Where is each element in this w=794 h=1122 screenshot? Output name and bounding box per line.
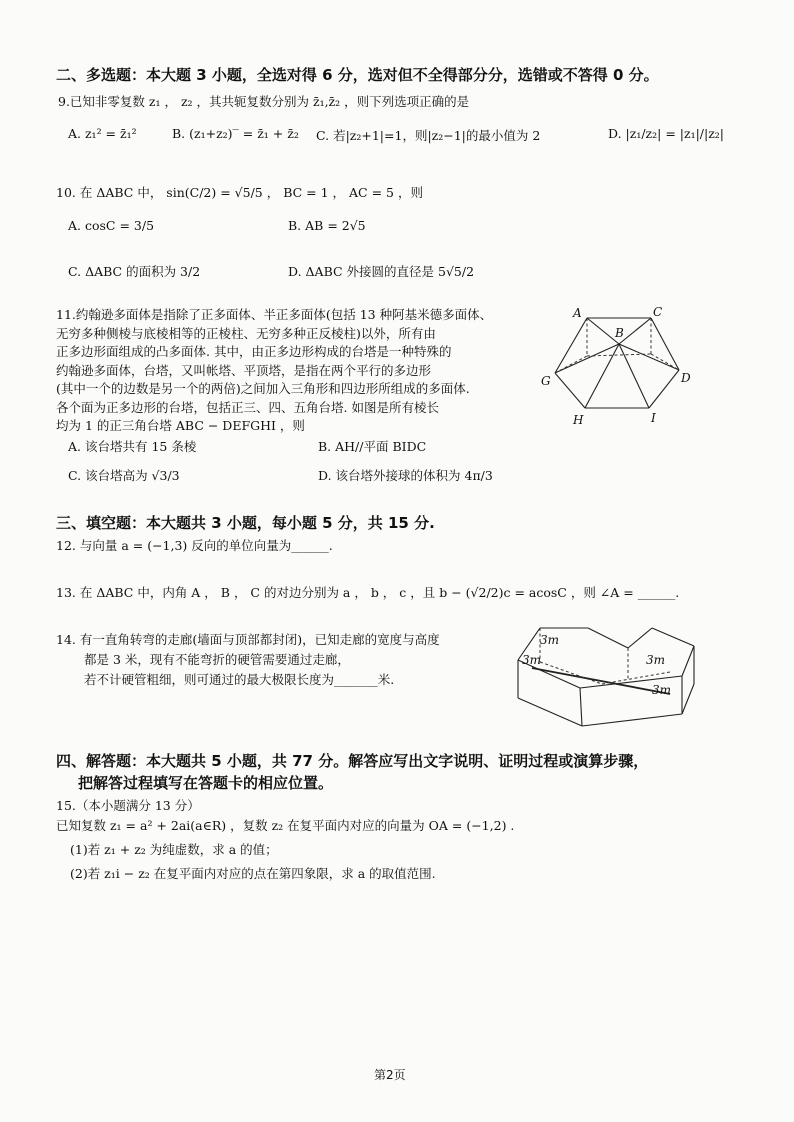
section-3-heading: 三、填空题：本大题共 3 小题，每小题 5 分，共 15 分. bbox=[56, 514, 435, 532]
corridor-figure bbox=[510, 622, 700, 734]
q11-line: 约翰逊多面体，台塔，又叫帐塔、平顶塔，是指在两个平行的多边形 bbox=[56, 362, 432, 378]
q15-title: 15.（本小题满分 13 分） bbox=[56, 798, 200, 813]
q11-line: 各个面为正多边形的台塔，包括正三、四、五角台塔. 如图是所有棱长 bbox=[56, 399, 439, 415]
vertex-label-c: C bbox=[653, 305, 663, 319]
section-4-heading: 四、解答题：本大题共 5 小题，共 77 分。解答应写出文字说明、证明过程或演算步骤， bbox=[56, 752, 649, 770]
corridor-label-3m: 3m bbox=[540, 633, 560, 647]
q14-line: 都是 3 米，现有不能弯折的硬管需要通过走廊， bbox=[84, 652, 350, 667]
q14-stem bbox=[56, 630, 440, 690]
q10-option-d: D. ΔABC 外接圆的直径是 5√5/2 bbox=[288, 264, 475, 279]
q11-line: 无穷多种侧棱与底棱相等的正棱柱、无穷多种正反棱柱)以外，所有由 bbox=[56, 325, 436, 341]
q11-line: (其中一个的边数是另一个的两倍)之间加入三角形和四边形所组成的多面体. bbox=[56, 381, 470, 396]
q15-part-1: (1)若 z₁ + z₂ 为纯虚数，求 a 的值； bbox=[70, 842, 278, 857]
q10-option-c: C. ΔABC 的面积为 3/2 bbox=[68, 264, 201, 279]
q11-option-b: B. AH//平面 BIDC bbox=[318, 439, 427, 454]
q14-line: 若不计硬管粗细，则可通过的最大极限长度为_______米. bbox=[84, 672, 395, 687]
triangular-cupola-figure bbox=[535, 300, 705, 430]
q11-line: 正多边形面组成的凸多面体. 其中，由正多边形构成的台塔是一种特殊的 bbox=[56, 344, 452, 359]
corridor-label-3m: 3m bbox=[522, 653, 542, 667]
q9-option-a: A. z₁² = z̄₁² bbox=[68, 126, 137, 141]
q9-option-b: B. (z₁+z₂)‾ = z̄₁ + z̄₂ bbox=[172, 126, 299, 141]
q9-option-c: C. 若|z₂+1|=1，则|z₂−1|的最小值为 2 bbox=[316, 128, 541, 143]
vertex-label-h: H bbox=[573, 413, 584, 427]
section-4-heading-line2: 把解答过程填写在答题卡的相应位置。 bbox=[78, 774, 334, 792]
q11-line: 均为 1 的正三角台塔 ABC − DEFGHI ，则 bbox=[56, 418, 305, 433]
q12-stem: 12. 与向量 a = (−1,3) 反向的单位向量为______. bbox=[56, 538, 333, 553]
q11-line: 11.约翰逊多面体是指除了正多面体、半正多面体(包括 13 种阿基米德多面体、 bbox=[56, 307, 493, 322]
q9-stem: 9.已知非零复数 z₁ ， z₂ ，其共轭复数分别为 z̄₁,z̄₂ ，则下列选项正确的是 bbox=[58, 94, 470, 109]
q11-option-a: A. 该台塔共有 15 条棱 bbox=[68, 439, 197, 454]
vertex-label-b: B bbox=[615, 326, 624, 340]
section-2-heading: 二、多选题：本大题 3 小题，全选对得 6 分，选对但不全得部分分，选错或不答得 0 分。 bbox=[56, 66, 659, 84]
q9-option-d: D. |z₁/z₂| = |z₁|/|z₂| bbox=[608, 126, 725, 141]
page-number: 第2页 bbox=[374, 1068, 406, 1082]
vertex-label-g: G bbox=[541, 374, 551, 388]
vertex-label-a: A bbox=[573, 306, 582, 320]
q10-stem: 10. 在 ΔABC 中， sin(C/2) = √5/5 ， BC = 1 ， AC = 5 ，则 bbox=[56, 185, 423, 200]
q11-stem bbox=[56, 306, 492, 436]
q11-option-d: D. 该台塔外接球的体积为 4π/3 bbox=[318, 468, 493, 483]
corridor-label-3m: 3m bbox=[646, 653, 666, 667]
q11-option-c: C. 该台塔高为 √3/3 bbox=[68, 468, 180, 483]
q15-stem: 已知复数 z₁ = a² + 2ai(a∈R) ，复数 z₂ 在复平面内对应的向量为 OA = (−1,2) . bbox=[56, 818, 515, 833]
corridor-label-3m: 3m bbox=[652, 683, 672, 697]
q10-option-b: B. AB = 2√5 bbox=[288, 218, 366, 233]
vertex-label-i: I bbox=[651, 411, 656, 425]
q15-part-2: (2)若 z₁i − z₂ 在复平面内对应的点在第四象限，求 a 的取值范围. bbox=[70, 866, 436, 881]
q13-stem: 13. 在 ΔABC 中，内角 A ， B ， C 的对边分别为 a ， b ， c ，且 b − (√2/2)c = acosC ，则 ∠A = ______. bbox=[56, 585, 680, 600]
q14-line: 14. 有一直角转弯的走廊(墙面与顶部都封闭)，已知走廊的宽度与高度 bbox=[56, 632, 440, 647]
q10-option-a: A. cosC = 3/5 bbox=[68, 218, 155, 233]
vertex-label-d: D bbox=[681, 371, 691, 385]
